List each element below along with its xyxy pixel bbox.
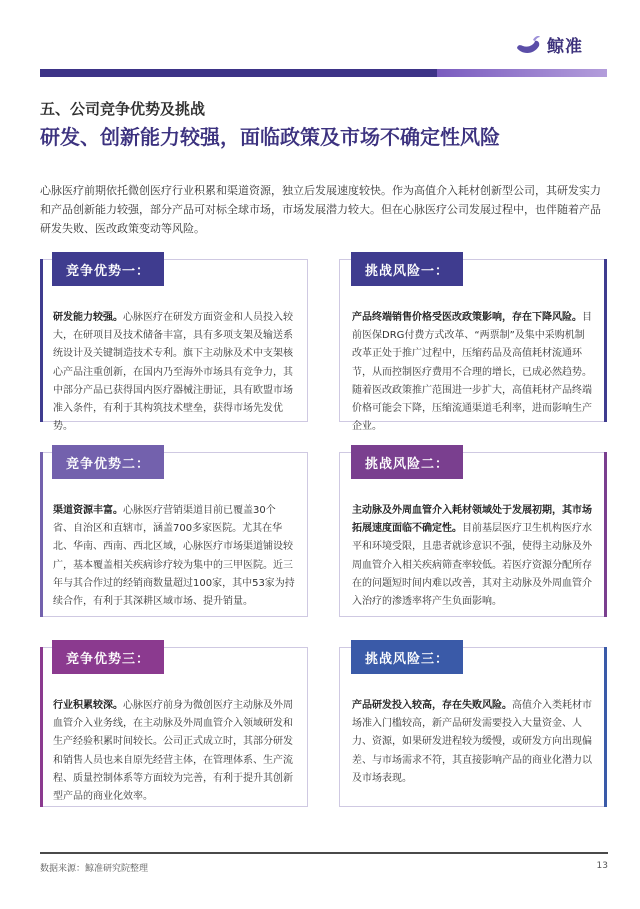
advantage-lead: 研发能力较强。 xyxy=(53,312,123,323)
risk-card-2 xyxy=(339,452,607,617)
advantage-tag: 竞争优势二： xyxy=(52,445,164,479)
card-accent xyxy=(40,647,43,807)
advantage-card-2 xyxy=(40,452,308,617)
page-headline: 研发、创新能力较强，面临政策及市场不确定性风险 xyxy=(40,125,500,149)
risk-tag: 挑战风险一： xyxy=(351,252,463,286)
risk-detail: 目前基层医疗卫生机构医疗水平和环境受限，且患者就诊意识不强，使得主动脉及外周血管介入相关疾病筛查率较低。若医疗资源分配所存在的问题短时间内难以改善，其对主动脉及外周血管介入治疗的渗透率将产生负面影响。 xyxy=(352,523,592,608)
advantage-card-1 xyxy=(40,259,308,433)
brand-name: 鲸准 xyxy=(547,37,583,57)
risk-card-3 xyxy=(339,647,607,807)
risk-tag: 挑战风险三： xyxy=(351,640,463,674)
advantage-lead: 行业积累较深。 xyxy=(53,700,123,711)
advantage-text xyxy=(53,309,295,436)
risk-text xyxy=(352,502,594,611)
section-title: 五、公司竞争优势及挑战 xyxy=(40,100,206,118)
risk-detail: 高值介入类耗材市场准入门槛较高，新产品研发需要投入大量资金、人力、资源，如果研发进程较为缓慢，或研发方向出现偏差、与市场需求不符，其直接影响产品的商业化潜力以及市场表现。 xyxy=(352,700,592,784)
advantage-detail: 心脉医疗营销渠道目前已覆盖30个省、自治区和直辖市，涵盖700多家医院。尤其在华北、华南、西南、西北区域，心脉医疗市场渠道铺设较广，基本覆盖相关疾病诊疗较为集中的三甲医院。近三年与其合作过的经销商数量超过100家，其中53家为持续合作，有利于其深耕区域市场、提升销量。 xyxy=(53,505,295,608)
advantage-lead: 渠道资源丰富。 xyxy=(53,505,123,516)
whale-icon xyxy=(515,34,541,56)
advantage-card-3 xyxy=(40,647,308,807)
card-accent xyxy=(604,259,607,422)
advantage-detail: 心脉医疗在研发方面资金和人员投入较大，在研项目及技术储备丰富，具有多项支架及输送系统设计及关键制造技术专利。旗下主动脉及术中支架核心产品注重创新，在国内乃至海外市场具有竞争力，其中部分产品已获得国内医疗器械注册证，具有欧盟市场准入条件，有利于其构筑技术壁垒，获得市场先发优势。 xyxy=(53,312,293,433)
intro-paragraph: 心脉医疗前期依托微创医疗行业积累和渠道资源，独立后发展速度较快。作为高值介入耗材创新型公司，其研发实力和产品创新能力较强，部分产品可对标全球市场，市场发展潜力较大。但在心脉医疗公司发展过程中，也伴随着产品研发失败、医改政策变动等风险。 xyxy=(40,184,601,235)
advantage-detail: 心脉医疗前身为微创医疗主动脉及外周血管介入业务线，在主动脉及外周血管介入领域研发和生产经验积累时间较长。公司正式成立时，其部分研发和销售人员也来自原先经营主体，在管理体系、生产流程、质量控制体系等方面较为完善，有利于提升其创新型产品的商业化效率。 xyxy=(53,700,293,803)
header-bar xyxy=(40,69,607,77)
footer-source: 数据来源：鲸准研究院整理 xyxy=(40,864,149,874)
risk-lead: 产品终端销售价格受医改政策影响，存在下降风险。 xyxy=(352,312,582,323)
advantage-text xyxy=(53,502,295,611)
brand-logo xyxy=(515,32,583,57)
page-number: 13 xyxy=(596,861,608,871)
risk-card-1 xyxy=(339,259,607,433)
card-accent xyxy=(40,452,43,617)
advantage-tag: 竞争优势一： xyxy=(52,252,164,286)
advantage-text xyxy=(53,697,295,806)
advantage-tag: 竞争优势三： xyxy=(52,640,164,674)
risk-detail: 目前医保DRG付费方式改革、“两票制”及集中采购机制改革正处于推广过程中，压缩药品及高值耗材流通环节，从而控制医疗费用不合理的增长，已成必然趋势。随着医改政策推广范围进一步扩大，高值耗材产品终端价格可能会下降，压缩流通渠道毛利率，进而影响生产企业。 xyxy=(352,312,592,433)
card-accent xyxy=(604,452,607,617)
card-accent xyxy=(604,647,607,807)
risk-lead: 产品研发投入较高，存在失败风险。 xyxy=(352,700,512,711)
risk-lead: 主动脉及外周血管介入耗材领域处于发展初期，其市场拓展速度面临不确定性。 xyxy=(352,505,592,535)
footer-divider xyxy=(40,852,608,854)
risk-text xyxy=(352,697,594,788)
card-accent xyxy=(40,259,43,422)
risk-tag: 挑战风险二： xyxy=(351,445,463,479)
risk-text xyxy=(352,309,594,436)
